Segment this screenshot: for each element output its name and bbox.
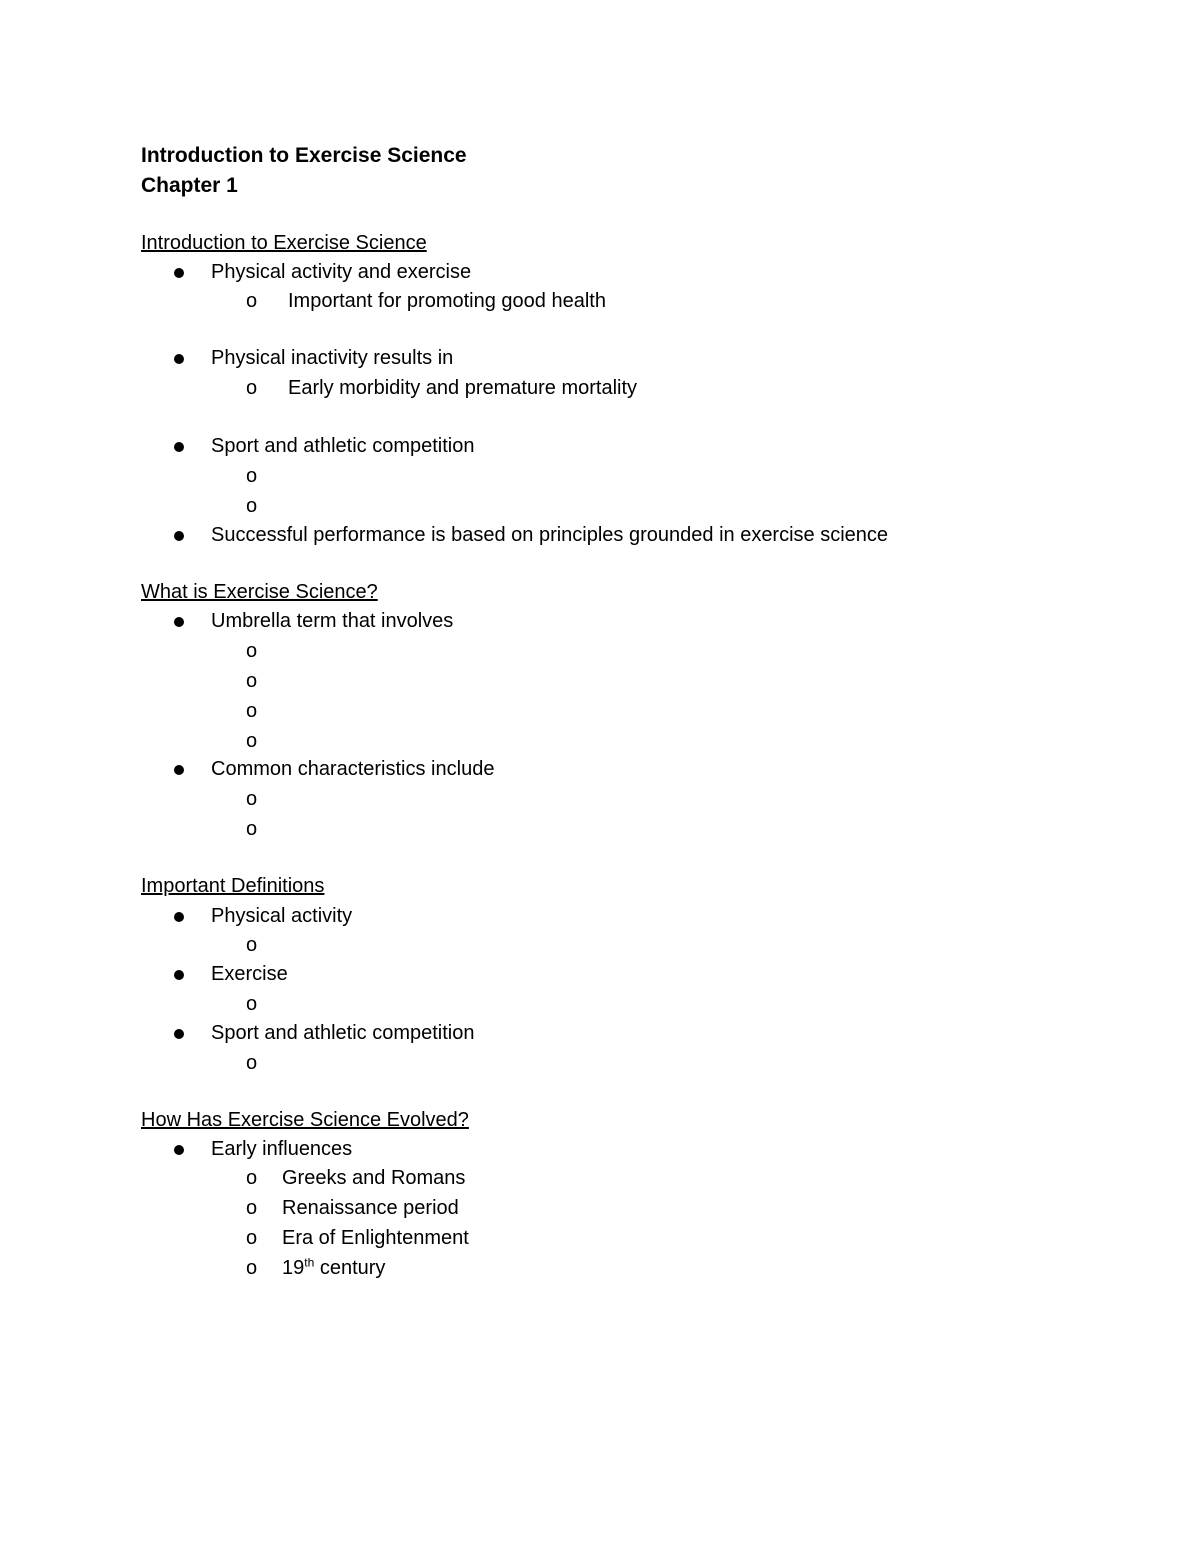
circle-bullet-icon: o: [246, 465, 258, 487]
bullet-icon: [174, 354, 184, 364]
list-item-text: Physical activity and exercise: [211, 261, 472, 283]
list-item-text: Early influences: [211, 1138, 353, 1160]
sub-list-item-text: Early morbidity and premature mortality: [288, 377, 638, 399]
circle-bullet-icon: o: [246, 730, 258, 752]
sub-list-item-text: Era of Enlightenment: [282, 1227, 469, 1249]
list-item-text: Sport and athletic competition: [211, 1022, 475, 1044]
sub-list-item-text: Renaissance period: [282, 1197, 459, 1219]
list-item-text: Exercise: [211, 963, 288, 985]
document-title: Introduction to Exercise Science: [141, 144, 467, 167]
circle-bullet-icon: o: [246, 700, 258, 722]
bullet-icon: [174, 442, 184, 452]
bullet-icon: [174, 765, 184, 775]
century-word: century: [314, 1257, 386, 1279]
circle-bullet-icon: o: [246, 377, 258, 399]
circle-bullet-icon: o: [246, 290, 258, 312]
circle-bullet-icon: o: [246, 788, 258, 810]
bullet-icon: [174, 531, 184, 541]
bullet-icon: [174, 912, 184, 922]
sub-list-item-text: Greeks and Romans: [282, 1167, 466, 1189]
circle-bullet-icon: o: [246, 1167, 258, 1189]
list-item-text: Sport and athletic competition: [211, 435, 475, 457]
circle-bullet-icon: o: [246, 1197, 258, 1219]
circle-bullet-icon: o: [246, 1257, 258, 1279]
list-item-text: Successful performance is based on principles grounded in exercise science: [211, 524, 889, 546]
circle-bullet-icon: o: [246, 1227, 258, 1249]
circle-bullet-icon: o: [246, 993, 258, 1015]
circle-bullet-icon: o: [246, 495, 258, 517]
circle-bullet-icon: o: [246, 670, 258, 692]
circle-bullet-icon: o: [246, 934, 258, 956]
section-heading: Introduction to Exercise Science: [141, 232, 427, 254]
chapter-label: Chapter 1: [141, 174, 238, 197]
list-item-text: Common characteristics include: [211, 758, 495, 780]
list-item-text: Physical activity: [211, 905, 353, 927]
bullet-icon: [174, 1029, 184, 1039]
circle-bullet-icon: o: [246, 640, 258, 662]
sub-list-item-text: [282, 1256, 385, 1280]
ordinal-suffix: th: [304, 1255, 315, 1270]
list-item-text: Umbrella term that involves: [211, 610, 454, 632]
circle-bullet-icon: o: [246, 818, 258, 840]
bullet-icon: [174, 970, 184, 980]
section-heading: Important Definitions: [141, 875, 325, 897]
century-number: 19: [282, 1257, 305, 1279]
list-item-text: Physical inactivity results in: [211, 347, 454, 369]
bullet-icon: [174, 617, 184, 627]
section-heading: What is Exercise Science?: [141, 581, 378, 603]
bullet-icon: [174, 268, 184, 278]
bullet-icon: [174, 1145, 184, 1155]
circle-bullet-icon: o: [246, 1052, 258, 1074]
sub-list-item-text: Important for promoting good health: [288, 290, 606, 312]
section-heading: How Has Exercise Science Evolved?: [141, 1109, 469, 1131]
